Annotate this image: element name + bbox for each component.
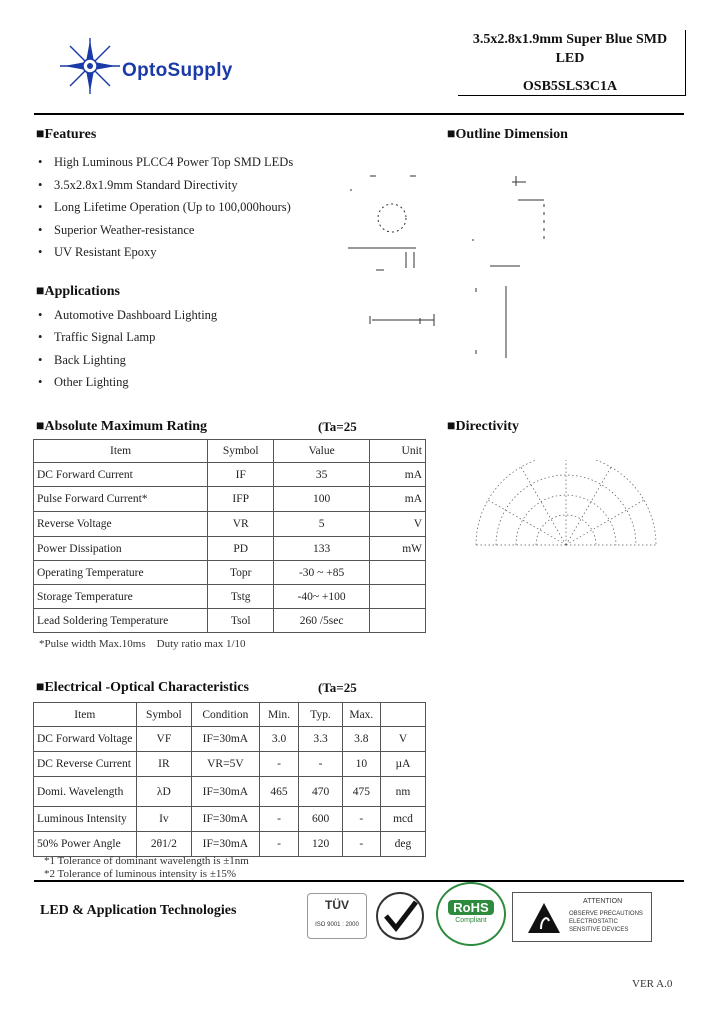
cell: DC Reverse Current (34, 752, 137, 777)
table-row (34, 752, 426, 777)
table-row (34, 561, 426, 585)
cell: mcd (380, 807, 425, 832)
header-cell: Max. (342, 703, 380, 727)
cell: -30 ~ +85 (274, 561, 369, 585)
application-item: • Automotive Dashboard Lighting (38, 308, 218, 322)
cell: - (299, 752, 342, 777)
attention-title: ATTENTION (583, 898, 623, 905)
cell: 475 (342, 777, 380, 807)
attention-line: ELECTROSTATIC (569, 919, 618, 925)
header-cell: Item (34, 440, 208, 463)
section-bullet-icon: ■ (447, 127, 456, 142)
cell: Storage Temperature (34, 585, 208, 609)
application-item: • Other Lighting (38, 374, 129, 389)
cell: DC Forward Voltage (34, 727, 137, 752)
features-list (38, 151, 293, 264)
directivity-diagram (466, 460, 666, 590)
cell: 120 (299, 832, 342, 857)
abs-max-note: *Pulse width Max.10ms Duty ratio max 1/10 (39, 638, 246, 650)
feature-item: • UV Resistant Epoxy (38, 245, 157, 259)
cell: 260 /5sec (274, 609, 369, 633)
cell: - (259, 752, 299, 777)
cell: 5 (274, 512, 369, 537)
table-row (34, 807, 426, 832)
cell: 100 (274, 487, 369, 512)
star-logo-icon (56, 36, 126, 96)
cell: IF=30mA (192, 777, 259, 807)
esd-attention-badge (512, 892, 652, 942)
cell: VR=5V (192, 752, 259, 777)
cell: -40~ +100 (274, 585, 369, 609)
application-item: • Back Lighting (38, 352, 126, 367)
cell: IF=30mA (192, 807, 259, 832)
eo-table (33, 702, 426, 857)
attention-line: OBSERVE PRECAUTIONS (569, 911, 643, 917)
cell: VR (208, 512, 274, 537)
outline-drawing (340, 160, 600, 380)
cell: 50% Power Angle (34, 832, 137, 857)
abs-max-ta: (Ta=25 (318, 419, 357, 434)
cell (369, 609, 425, 633)
outline-heading: ■Outline Dimension (447, 127, 568, 142)
header-cell: Min. (259, 703, 299, 727)
cell: Iv (136, 807, 192, 832)
header-cell: Condition (192, 703, 259, 727)
application-item: • Traffic Signal Lamp (38, 330, 156, 345)
section-bullet-icon: ■ (36, 127, 45, 142)
title-box-right-border (685, 30, 686, 95)
cell: IR (136, 752, 192, 777)
cell (369, 561, 425, 585)
cell: 465 (259, 777, 299, 807)
cell: Operating Temperature (34, 561, 208, 585)
cell: V (380, 727, 425, 752)
rohs-sub: Compliant (455, 917, 487, 924)
cell: µA (380, 752, 425, 777)
cell: 35 (274, 463, 369, 487)
eo-note-1: *1 Tolerance of dominant wavelength is ±1nm (44, 855, 249, 867)
tuv-badge (307, 893, 367, 939)
table-header-row (34, 440, 426, 463)
cell: 3.3 (299, 727, 342, 752)
cell: VF (136, 727, 192, 752)
logo-text: OptoSupply (122, 60, 233, 81)
cell: nm (380, 777, 425, 807)
eo-note-2: *2 Tolerance of luminous intensity is ±15% (44, 868, 237, 880)
abs-max-table (33, 439, 426, 633)
feature-item: • High Luminous PLCC4 Power Top SMD LEDs (38, 155, 294, 169)
cell: mW (369, 537, 425, 561)
cell: IF=30mA (192, 727, 259, 752)
esd-warning-icon (527, 901, 561, 935)
cell: deg (380, 832, 425, 857)
product-title (462, 30, 678, 68)
header-cell: Item (34, 703, 137, 727)
cell: 10 (342, 752, 380, 777)
cell: λD (136, 777, 192, 807)
cell: Pulse Forward Current* (34, 487, 208, 512)
cell: Tsol (208, 609, 274, 633)
header-cell: Unit (369, 440, 425, 463)
section-bullet-icon: ■ (36, 419, 45, 434)
feature-item: • 3.5x2.8x1.9mm Standard Directivity (38, 177, 238, 192)
part-number: OSB5SLS3C1A (522, 79, 618, 94)
table-row (34, 777, 426, 807)
cell: 2θ1/2 (136, 832, 192, 857)
cell (369, 585, 425, 609)
section-bullet-icon: ■ (36, 284, 45, 299)
eo-heading: ■Electrical -Optical Characteristics (36, 680, 249, 695)
cell: Domi. Wavelength (34, 777, 137, 807)
section-bullet-icon: ■ (36, 680, 45, 695)
cell: - (259, 832, 299, 857)
header-cell: Symbol (136, 703, 192, 727)
feature-item: • Long Lifetime Operation (Up to 100,000hours) (38, 200, 291, 214)
table-row (34, 537, 426, 561)
cell: IF (208, 463, 274, 487)
cell: Power Dissipation (34, 537, 208, 561)
cell: DC Forward Current (34, 463, 208, 487)
applications-heading: ■Applications (36, 284, 120, 299)
cell: 3.8 (342, 727, 380, 752)
header-cell: Typ. (299, 703, 342, 727)
cell: Topr (208, 561, 274, 585)
table-row (34, 487, 426, 512)
tuv-sub: ISO 9001 : 2000 (315, 922, 359, 928)
cell: Luminous Intensity (34, 807, 137, 832)
tuv-label: TÜV (325, 898, 349, 912)
directivity-heading: ■Directivity (447, 419, 519, 434)
cell: mA (369, 463, 425, 487)
table-row (34, 512, 426, 537)
cell: 470 (299, 777, 342, 807)
cell: 600 (299, 807, 342, 832)
cell: PD (208, 537, 274, 561)
title-box-bottom-border (458, 95, 686, 96)
rohs-label: RoHS (448, 900, 494, 915)
eo-ta: (Ta=25 (318, 680, 357, 695)
attention-line: SENSITIVE DEVICES (569, 927, 629, 933)
feature-item: • Superior Weather-resistance (38, 222, 195, 237)
cell: mA (369, 487, 425, 512)
cell: Reverse Voltage (34, 512, 208, 537)
table-row (34, 727, 426, 752)
cell: - (259, 807, 299, 832)
section-bullet-icon: ■ (447, 419, 456, 434)
table-row (34, 585, 426, 609)
cell: - (342, 807, 380, 832)
product-title-line2: LED (555, 51, 585, 66)
applications-list (38, 304, 217, 393)
header-cell (380, 703, 425, 727)
company-logo (56, 36, 271, 96)
cell: 3.0 (259, 727, 299, 752)
table-row (34, 609, 426, 633)
cell: Tstg (208, 585, 274, 609)
table-row (34, 832, 426, 857)
table-header-row (34, 703, 426, 727)
cell: IF=30mA (192, 832, 259, 857)
header-cell: Symbol (208, 440, 274, 463)
version-label: VER A.0 (632, 978, 673, 990)
features-heading: ■Features (36, 127, 97, 142)
cell: 133 (274, 537, 369, 561)
cell: - (342, 832, 380, 857)
footer-company: LED & Application Technologies (40, 903, 237, 918)
table-row (34, 463, 426, 487)
cell: IFP (208, 487, 274, 512)
cell: Lead Soldering Temperature (34, 609, 208, 633)
footer-divider (34, 880, 684, 882)
rohs-badge (436, 882, 506, 946)
header-cell: Value (274, 440, 369, 463)
product-title-line1: 3.5x2.8x1.9mm Super Blue SMD (472, 32, 668, 47)
header-divider (34, 113, 684, 115)
cell: V (369, 512, 425, 537)
abs-max-heading: ■Absolute Maximum Rating (36, 419, 208, 434)
certificate-check-icon (372, 890, 428, 942)
